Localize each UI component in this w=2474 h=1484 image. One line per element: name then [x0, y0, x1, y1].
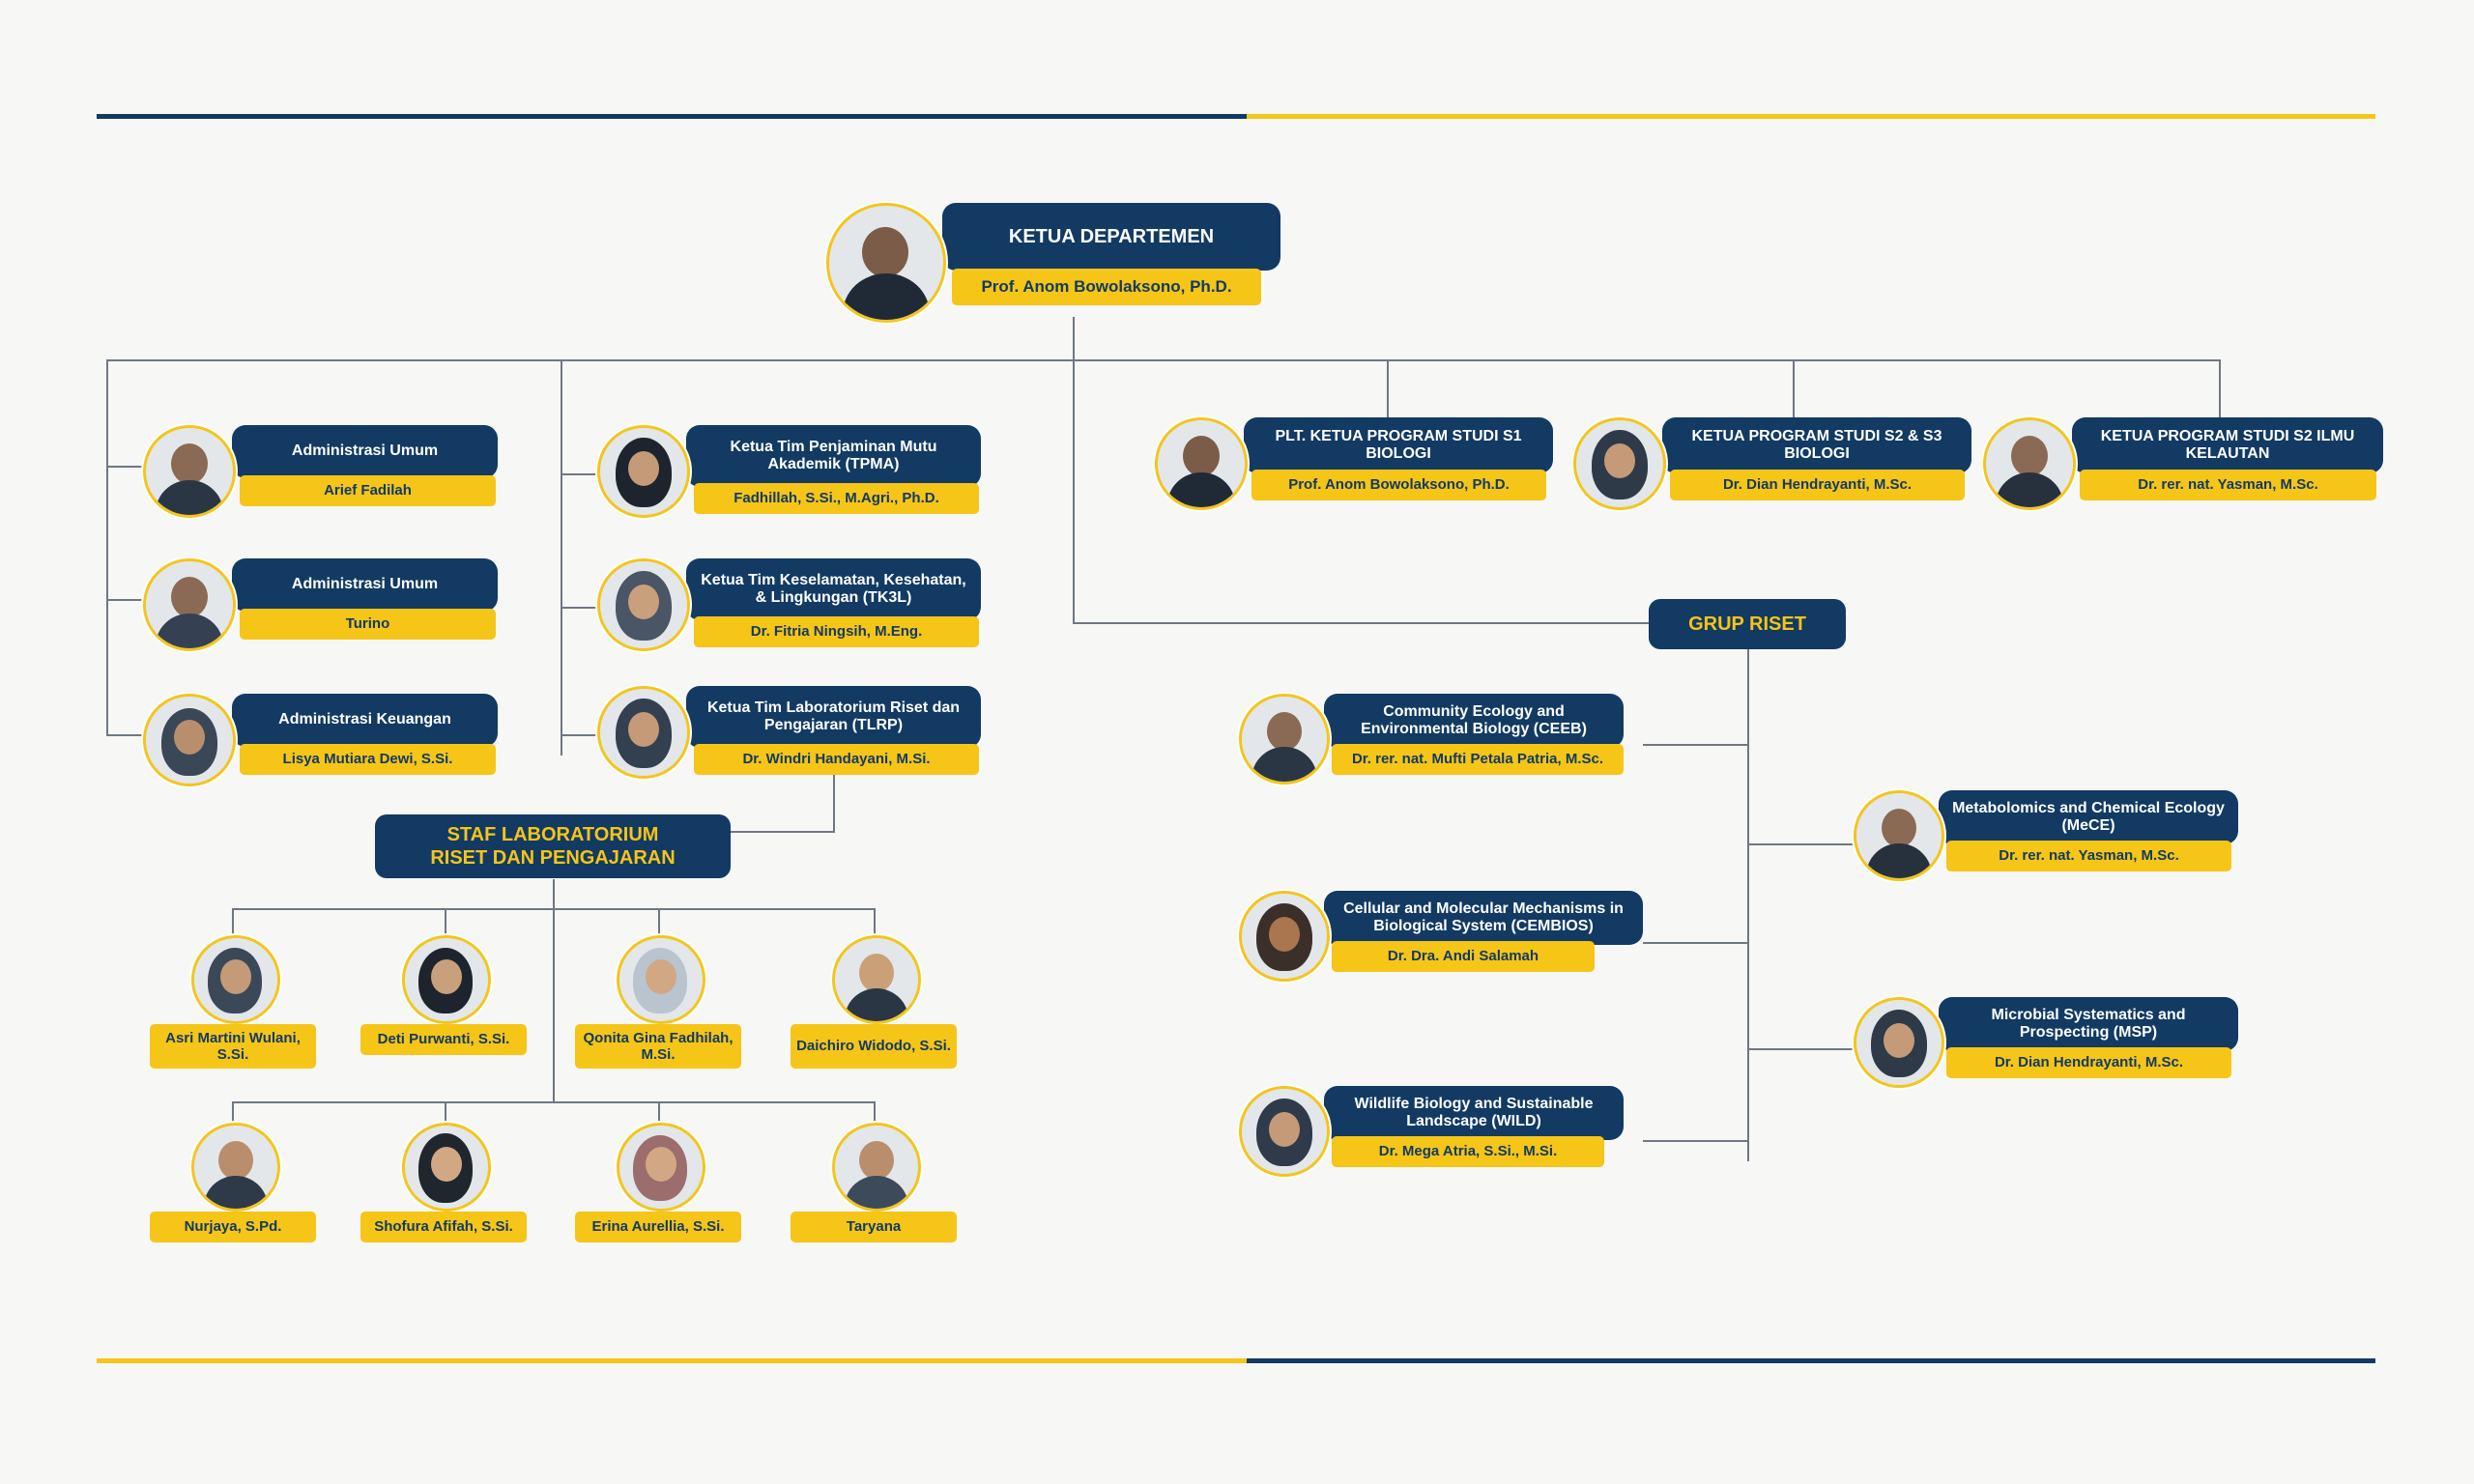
- connector-admin-2: [106, 599, 145, 601]
- connector-research-right-2: [1747, 1048, 1856, 1050]
- node-ketua-departemen[interactable]: [826, 203, 1280, 319]
- cembios-name: Dr. Dra. Andi Salamah: [1387, 947, 1539, 964]
- staff-name: Qonita Gina Fadhilah, M.Si.: [583, 1029, 734, 1063]
- connector-admin-1: [106, 466, 145, 468]
- staff-card[interactable]: [791, 1123, 957, 1258]
- staff-card[interactable]: [575, 1123, 741, 1258]
- avatar: [191, 1123, 280, 1212]
- prodi-s1-title: PLT. KETUA PROGRAM STUDI S1 BIOLOGI: [1275, 427, 1522, 462]
- connector-staff-4: [874, 908, 876, 937]
- prodi-s2s3-name: Dr. Dian Hendrayanti, M.Sc.: [1722, 475, 1913, 493]
- ketua-departemen-title-plate: [942, 203, 1280, 271]
- staff-name-plate: [150, 1212, 316, 1242]
- connector-head-down: [1073, 317, 1075, 359]
- connector-staf-stem: [553, 879, 555, 908]
- ceeb-name: Dr. rer. nat. Mufti Petala Patria, M.Sc.: [1351, 750, 1604, 767]
- prodi-s1-name: Prof. Anom Bowolaksono, Ph.D.: [1288, 475, 1510, 493]
- connector-research-left-3: [1643, 1140, 1749, 1142]
- connector-bus-admin: [106, 359, 108, 736]
- admin-3-title: Administrasi Keuangan: [278, 711, 451, 728]
- mece-title-plate: [1939, 790, 2238, 844]
- node-tpma[interactable]: [597, 425, 1003, 522]
- tlrp-title: Ketua Tim Laboratorium Riset dan Pengajaran (TLRP): [706, 699, 961, 733]
- staff-card[interactable]: [360, 935, 527, 1070]
- admin-3-name: Lisya Mutiara Dewi, S.Si.: [282, 750, 453, 767]
- staff-name-plate: [360, 1024, 527, 1055]
- wild-name-plate: [1332, 1136, 1604, 1167]
- cembios-title: Cellular and Molecular Mechanisms in Biological System (CEMBIOS): [1343, 899, 1624, 934]
- wild-name: Dr. Mega Atria, S.Si., M.Si.: [1378, 1142, 1558, 1159]
- bottom-rule-gold: [97, 1358, 1247, 1363]
- connector-main-bus: [106, 359, 2219, 361]
- wild-title: Wildlife Biology and Sustainable Landscape (WILD): [1354, 1095, 1594, 1129]
- avatar: [597, 558, 690, 651]
- connector-staff-3: [658, 908, 660, 937]
- connector-staff-7: [658, 1101, 660, 1123]
- staff-name-plate: [791, 1024, 957, 1069]
- prodi-kelautan-name: Dr. rer. nat. Yasman, M.Sc.: [2138, 475, 2318, 493]
- admin-1-name-plate: [240, 475, 496, 506]
- admin-3-title-plate: [232, 694, 498, 747]
- avatar: [826, 203, 946, 323]
- prodi-s2s3-title: KETUA PROGRAM STUDI S2 & S3 BIOLOGI: [1691, 427, 1942, 462]
- top-rule-navy: [97, 114, 1247, 119]
- avatar: [1239, 891, 1330, 982]
- staff-name: Daichiro Widodo, S.Si.: [796, 1038, 951, 1055]
- connector-research-branch: [1073, 622, 1653, 624]
- connector-staff-bus-2: [232, 1101, 875, 1103]
- avatar: [143, 694, 236, 786]
- node-prodi-s2s3[interactable]: [1573, 417, 1979, 514]
- avatar: [1239, 694, 1330, 785]
- staff-name: Taryana: [846, 1218, 902, 1236]
- prodi-s2s3-name-plate: [1670, 470, 1965, 500]
- node-administrasi-keuangan[interactable]: [143, 694, 530, 786]
- msp-name: Dr. Dian Hendrayanti, M.Sc.: [1994, 1053, 2184, 1070]
- prodi-s1-name-plate: [1251, 470, 1546, 500]
- ceeb-title-plate: [1324, 694, 1624, 748]
- node-research-wild[interactable]: [1239, 1086, 1645, 1183]
- ketua-departemen-name-plate: [952, 269, 1261, 305]
- node-tlrp[interactable]: [597, 686, 1003, 783]
- admin-2-title: Administrasi Umum: [291, 576, 439, 593]
- node-research-msp[interactable]: [1854, 997, 2259, 1094]
- ketua-departemen-name: Prof. Anom Bowolaksono, Ph.D.: [981, 276, 1232, 296]
- staff-name-plate: [360, 1212, 527, 1242]
- avatar: [832, 935, 921, 1024]
- tlrp-name-plate: [694, 744, 979, 775]
- tk3l-title: Ketua Tim Keselamatan, Kesehatan, & Lingkungan (TK3L): [701, 571, 966, 606]
- connector-staff-5: [232, 1101, 234, 1123]
- staff-name: Asri Martini Wulani, S.Si.: [165, 1029, 301, 1063]
- admin-1-title-plate: [232, 425, 498, 478]
- staff-name: Nurjaya, S.Pd.: [184, 1218, 282, 1236]
- node-research-mece[interactable]: [1854, 790, 2259, 887]
- staff-card[interactable]: [150, 935, 316, 1070]
- avatar: [597, 686, 690, 779]
- node-tk3l[interactable]: [597, 558, 1003, 655]
- avatar: [402, 1123, 491, 1212]
- tk3l-name-plate: [694, 616, 979, 647]
- staf-laboratorium-pill[interactable]: [375, 814, 731, 878]
- wild-title-plate: [1324, 1086, 1624, 1140]
- staff-name: Erina Aurellia, S.Si.: [591, 1218, 725, 1236]
- connector-staff-mid: [553, 908, 555, 1101]
- staff-name-plate: [575, 1024, 741, 1069]
- prodi-kelautan-name-plate: [2080, 470, 2376, 500]
- connector-bus-teams: [561, 359, 562, 756]
- staff-name-plate: [150, 1024, 316, 1069]
- avatar: [402, 935, 491, 1024]
- tk3l-name: Dr. Fitria Ningsih, M.Eng.: [750, 622, 923, 640]
- connector-staff-2: [445, 908, 446, 937]
- avatar: [1239, 1086, 1330, 1177]
- mece-title: Metabolomics and Chemical Ecology (MeCE): [1952, 799, 2225, 834]
- staf-lab-line1: STAF LABORATORIUM: [446, 824, 659, 845]
- node-prodi-s1[interactable]: [1155, 417, 1561, 514]
- ketua-departemen-title: KETUA DEPARTEMEN: [1008, 225, 1215, 247]
- msp-name-plate: [1946, 1047, 2231, 1078]
- admin-1-name: Arief Fadilah: [324, 481, 412, 499]
- cembios-name-plate: [1332, 941, 1595, 972]
- admin-2-title-plate: [232, 558, 498, 612]
- tlrp-name: Dr. Windri Handayani, M.Si.: [742, 750, 931, 767]
- mece-name: Dr. rer. nat. Yasman, M.Sc.: [1999, 846, 2179, 864]
- prodi-kelautan-title: KETUA PROGRAM STUDI S2 ILMU KELAUTAN: [2100, 427, 2355, 462]
- connector-staff-8: [874, 1101, 876, 1123]
- admin-2-name: Turino: [345, 614, 390, 632]
- node-administrasi-umum-1[interactable]: [143, 425, 530, 518]
- grup-riset-label: GRUP RISET: [1688, 614, 1806, 635]
- avatar: [617, 1123, 705, 1212]
- tpma-title: Ketua Tim Penjaminan Mutu Akademik (TPMA): [730, 438, 937, 472]
- staff-card[interactable]: [575, 935, 741, 1070]
- connector-staff-1: [232, 908, 234, 937]
- staff-name-plate: [575, 1212, 741, 1242]
- staff-name-plate: [791, 1212, 957, 1242]
- avatar: [143, 425, 236, 518]
- connector-team-3: [561, 734, 599, 736]
- connector-admin-3: [106, 734, 145, 736]
- connector-research-left-2: [1643, 942, 1749, 944]
- tpma-name: Fadhillah, S.Si., M.Agri., Ph.D.: [734, 489, 939, 506]
- bottom-rule-navy: [1247, 1358, 2375, 1363]
- staff-name: Shofura Afifah, S.Si.: [374, 1218, 513, 1236]
- connector-team-2: [561, 607, 599, 609]
- connector-bus-research: [1073, 359, 1075, 622]
- prodi-kelautan-title-plate: [2072, 417, 2383, 473]
- avatar: [143, 558, 236, 651]
- prodi-s1-title-plate: [1244, 417, 1553, 473]
- grup-riset-pill[interactable]: [1649, 599, 1846, 649]
- msp-title: Microbial Systematics and Prospecting (MSP): [1991, 1006, 2186, 1041]
- avatar: [1573, 417, 1666, 510]
- avatar: [832, 1123, 921, 1212]
- connector-staff-6: [445, 1101, 446, 1123]
- staf-lab-line2: RISET DAN PENGAJARAN: [430, 847, 676, 869]
- connector-research-right-1: [1747, 843, 1856, 845]
- avatar: [597, 425, 690, 518]
- prodi-s2s3-title-plate: [1662, 417, 1971, 473]
- staff-card[interactable]: [150, 1123, 316, 1258]
- node-administrasi-umum-2[interactable]: [143, 558, 530, 651]
- msp-title-plate: [1939, 997, 2238, 1051]
- avatar: [1155, 417, 1248, 510]
- tlrp-title-plate: [686, 686, 981, 748]
- staff-card[interactable]: [791, 935, 957, 1070]
- avatar: [1854, 790, 1944, 881]
- avatar: [191, 935, 280, 1024]
- ceeb-name-plate: [1332, 744, 1624, 775]
- connector-research-spine: [1747, 649, 1749, 1161]
- tk3l-title-plate: [686, 558, 981, 620]
- avatar: [1854, 997, 1944, 1088]
- top-rule-gold: [1247, 114, 2375, 119]
- connector-research-left-1: [1643, 744, 1749, 746]
- staff-name: Deti Purwanti, S.Si.: [377, 1031, 510, 1048]
- ceeb-title: Community Ecology and Environmental Biology (CEEB): [1361, 702, 1587, 737]
- node-research-cembios[interactable]: [1239, 891, 1645, 987]
- cembios-title-plate: [1324, 891, 1643, 945]
- connector-team-1: [561, 473, 599, 475]
- node-prodi-kelautan[interactable]: [1983, 417, 2389, 514]
- staff-card[interactable]: [360, 1123, 527, 1258]
- admin-2-name-plate: [240, 609, 496, 640]
- avatar: [617, 935, 705, 1024]
- tpma-name-plate: [694, 483, 979, 514]
- mece-name-plate: [1946, 841, 2231, 871]
- tpma-title-plate: [686, 425, 981, 487]
- admin-3-name-plate: [240, 744, 496, 775]
- admin-1-title: Administrasi Umum: [291, 442, 439, 460]
- node-research-ceeb[interactable]: [1239, 694, 1645, 790]
- avatar: [1983, 417, 2076, 510]
